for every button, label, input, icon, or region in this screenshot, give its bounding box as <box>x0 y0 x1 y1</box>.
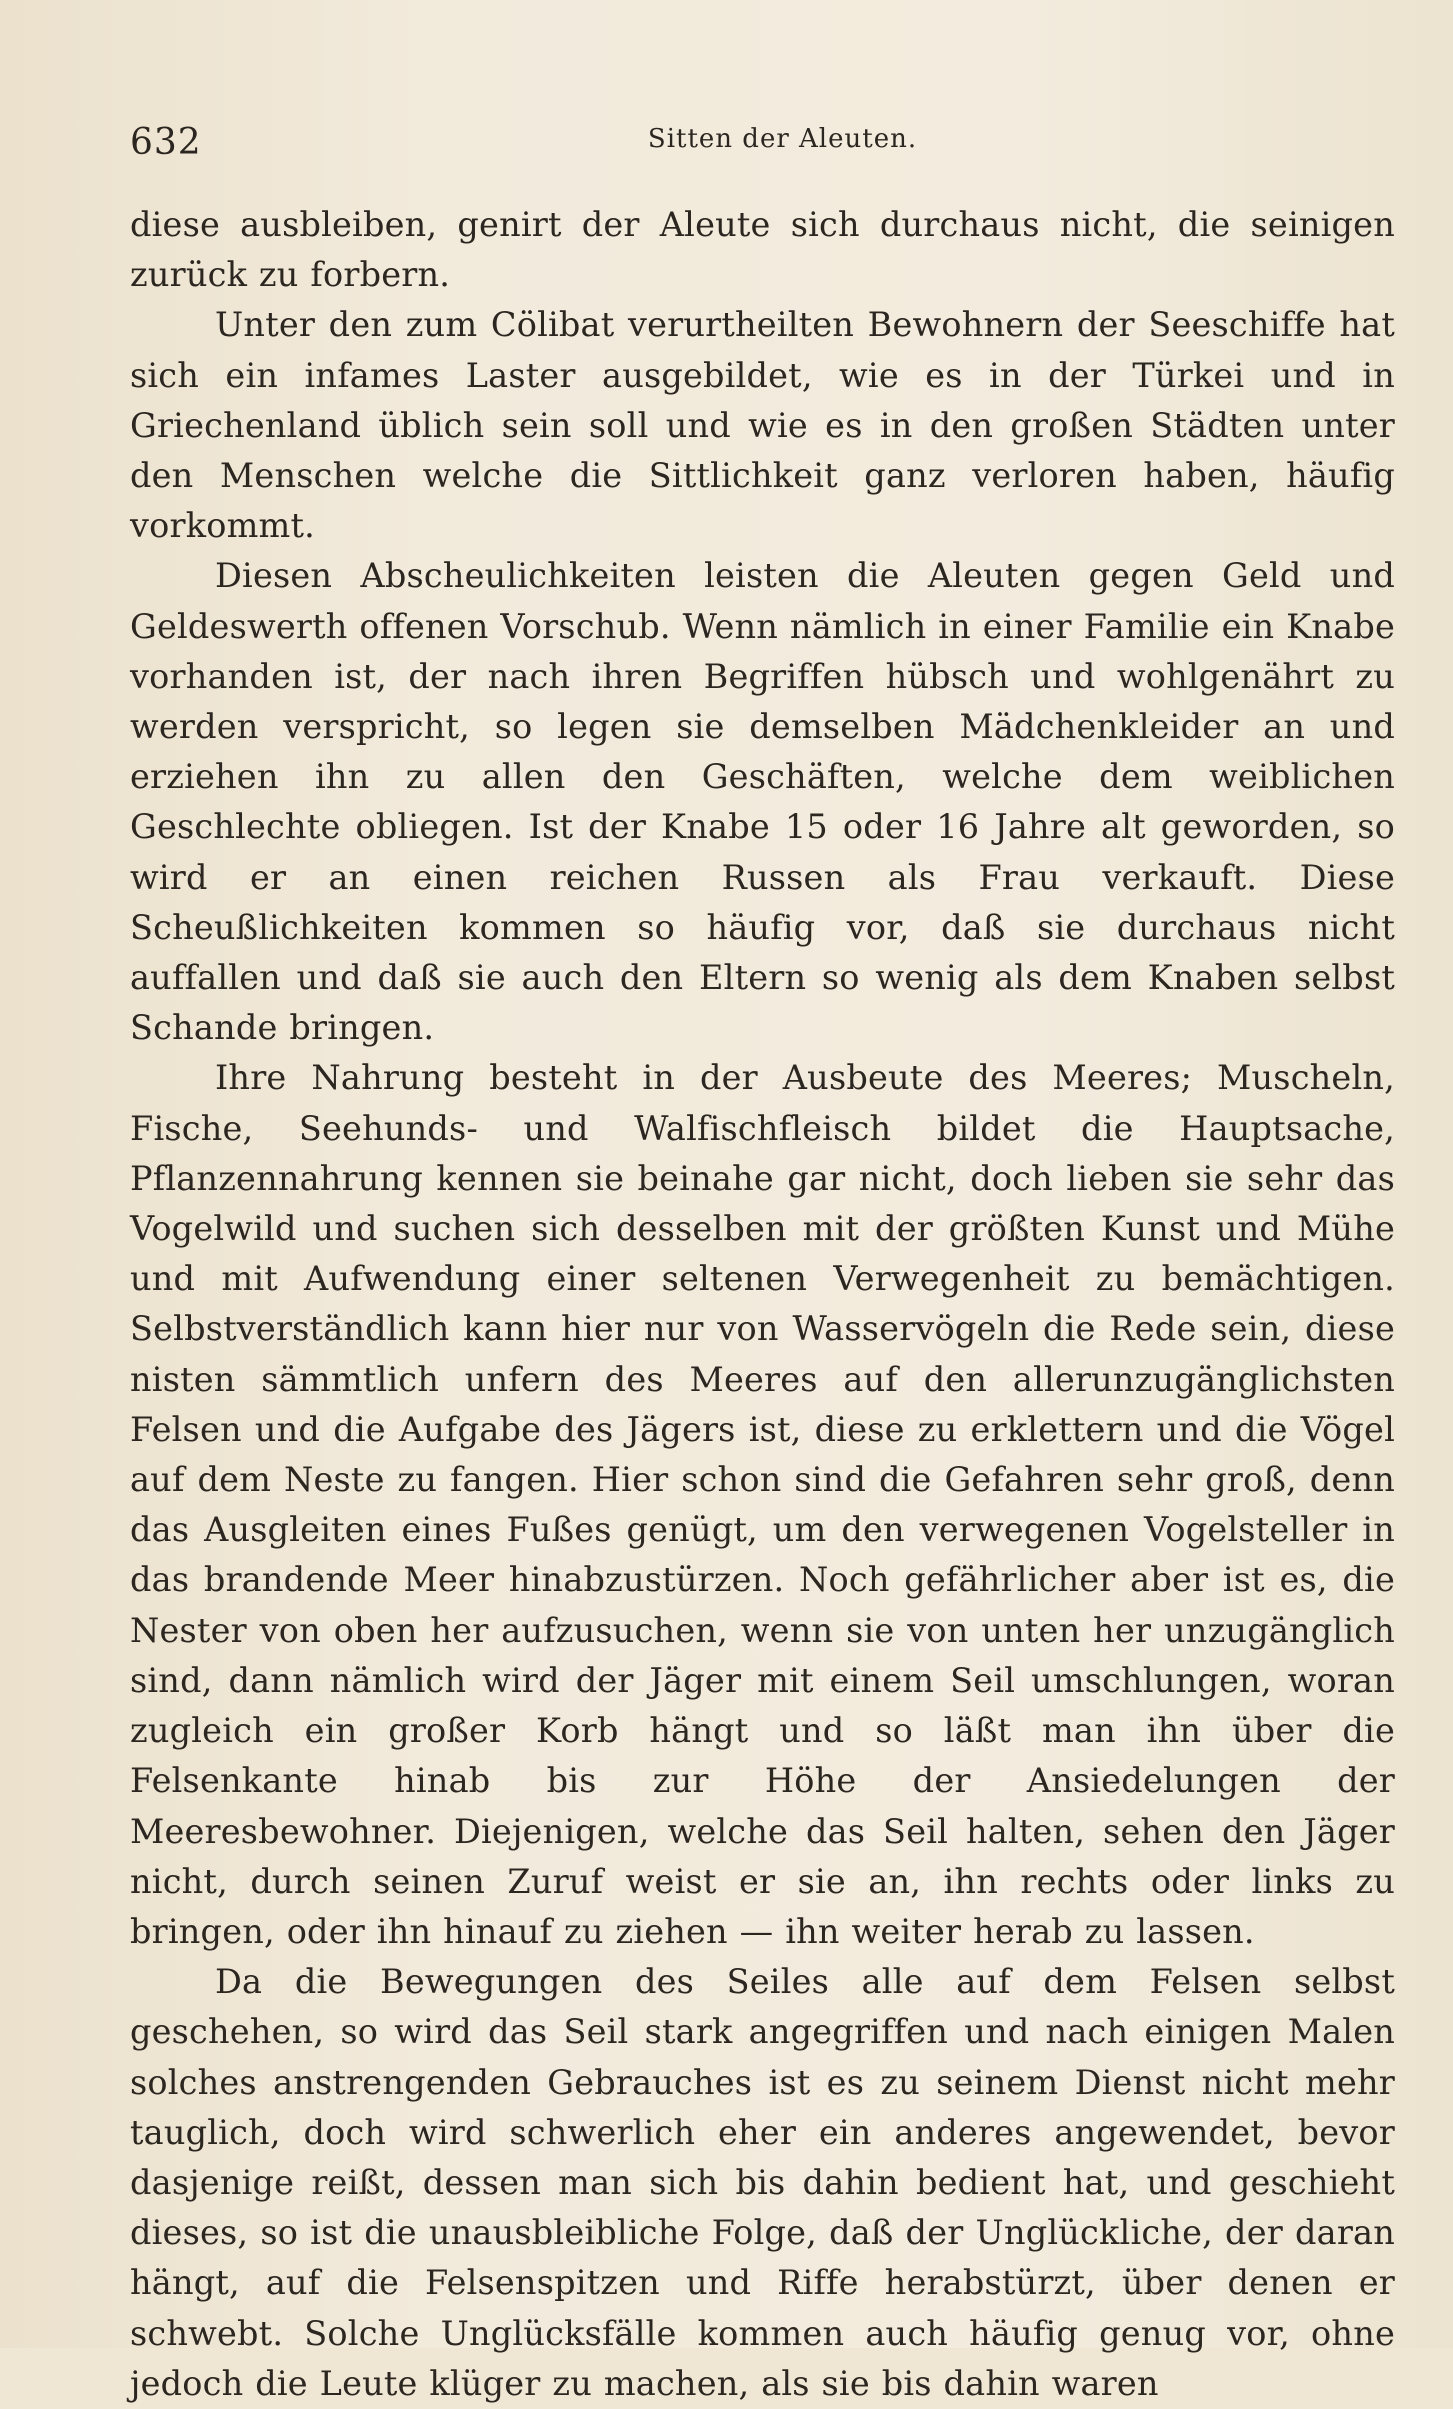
page-header <box>130 110 1395 200</box>
paragraph: Ihre Nahrung besteht in der Ausbeute des Meeres; Muscheln, Fische, Seehunds- und Walfischfleisch bildet die Hauptsache, Pflanzennahrung kennen sie beinahe gar nicht, doch lieben sie sehr das Vogelwild und suchen sich desselben mit der größten Kunst und Mühe und mit Aufwendung einer seltenen Verwegenheit zu bemächtigen. Selbstverständlich kann hier nur von Wasservögeln die Rede sein, diese nisten sämmtlich unfern des Meeres auf den allerunzugänglichsten Felsen und die Aufgabe des Jägers ist, diese zu erklettern und die Vögel auf dem Neste zu fangen. Hier schon sind die Gefahren sehr groß, denn das Ausgleiten eines Fußes genügt, um den verwegenen Vogelsteller in das brandende Meer hinabzustürzen. Noch gefährlicher aber ist es, die Nester von oben her aufzusuchen, wenn sie von unten her unzugänglich sind, dann nämlich wird der Jäger mit einem Seil umschlungen, woran zugleich ein großer Korb hängt und so läßt man ihn über die Felsenkante hinab bis zur Höhe der Ansiedelungen der Meeresbewohner. Diejenigen, welche das Seil halten, sehen den Jäger nicht, durch seinen Zuruf weist er sie an, ihn rechts oder links zu bringen, oder ihn hinauf zu ziehen — ihn weiter herab zu lassen. <box>130 1058 1395 1951</box>
paragraph: Da die Bewegungen des Seiles alle auf dem Felsen selbst geschehen, so wird das Seil stark angegriffen und nach einigen Malen solches anstrengenden Gebrauches ist es zu seinem Dienst nicht mehr tauglich, doch wird schwerlich eher ein anderes angewendet, bevor dasjenige reißt, dessen man sich bis dahin bedient hat, und geschieht dieses, so ist die unausbleibliche Folge, daß der Unglückliche, der daran hängt, auf die Felsenspitzen und Riffe herabstürzt, über denen er schwebt. Solche Unglücksfälle kommen auch häufig genug vor, ohne jedoch die Leute klüger zu machen, als sie bis dahin waren <box>130 1962 1395 2403</box>
body-text <box>130 200 1395 2409</box>
running-head: Sitten der Aleuten. <box>647 124 918 154</box>
page-number: 632 <box>130 122 202 163</box>
paragraph: diese ausbleiben, genirt der Aleute sich durchaus nicht, die seinigen zurück zu forbern. <box>130 205 1395 295</box>
paragraph: Unter den zum Cölibat verurtheilten Bewohnern der Seeschiffe hat sich ein infames Laster ausgebildet, wie es in der Türkei und in Griechenland üblich sein soll und wie es in den großen Städten unter den Menschen welche die Sittlichkeit ganz verloren haben, häufig vorkommt. <box>130 305 1395 546</box>
paragraph: Diesen Abscheulichkeiten leisten die Aleuten gegen Geld und Geldeswerth offenen Vorschub. Wenn nämlich in einer Familie ein Knabe vorhanden ist, der nach ihren Begriffen hübsch und wohlgenährt zu werden verspricht, so legen sie demselben Mädchenkleider an und erziehen ihn zu allen den Geschäften, welche dem weiblichen Geschlechte obliegen. Ist der Knabe 15 oder 16 Jahre alt geworden, so wird er an einen reichen Russen als Frau verkauft. Diese Scheußlichkeiten kommen so häufig vor, daß sie durchaus nicht auffallen und daß sie auch den Eltern so wenig als dem Knaben selbst Schande bringen. <box>130 556 1395 1048</box>
